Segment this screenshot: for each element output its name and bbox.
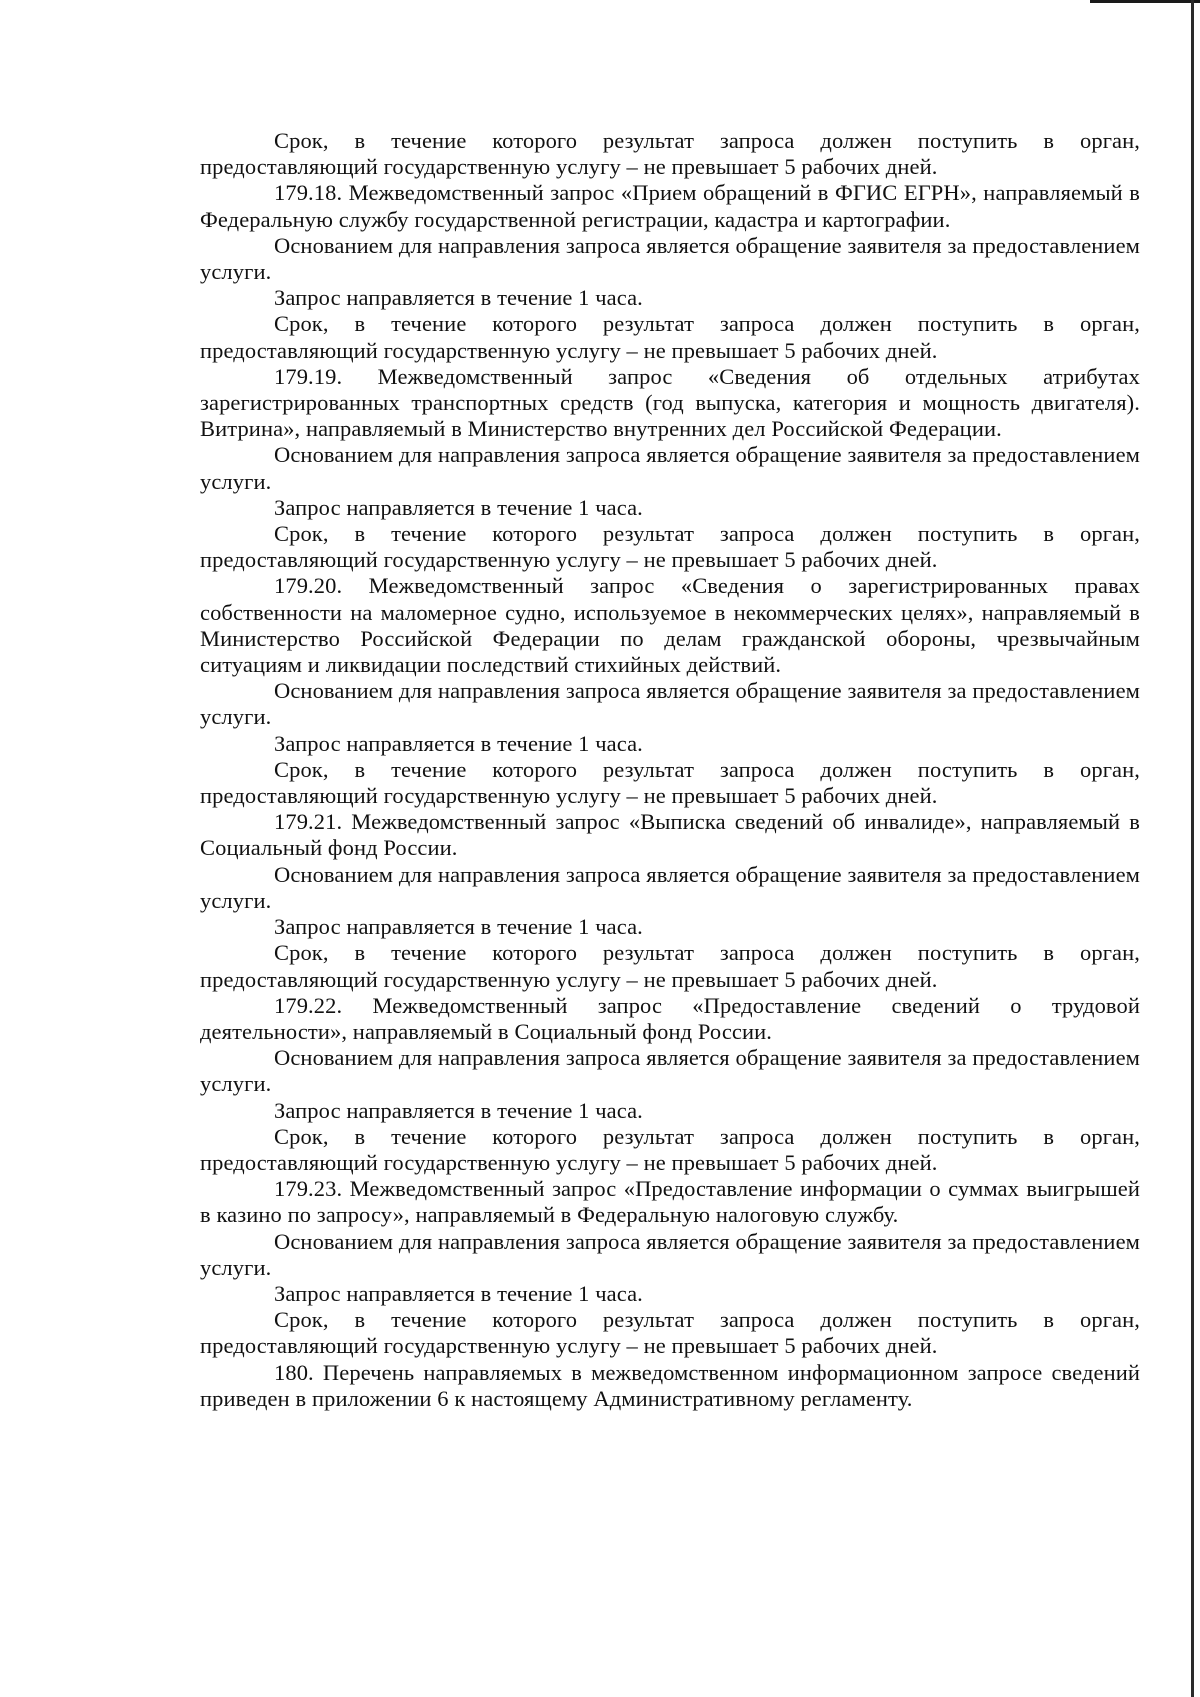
paragraph-send-time: Запрос направляется в течение 1 часа. bbox=[274, 285, 643, 311]
document-body bbox=[200, 128, 1140, 1412]
paragraph-send-time: Запрос направляется в течение 1 часа. bbox=[274, 730, 643, 756]
paragraph-send-time: Запрос направляется в течение 1 часа. bbox=[274, 1280, 643, 1306]
paragraph-179-22: 179.22. Межведомственный запрос «Предоставление сведений о трудовой деятельности», направляемый в Социальный фонд России. bbox=[200, 992, 1140, 1044]
paragraph-179-21: 179.21. Межведомственный запрос «Выписка сведений об инвалиде», направляемый в Социальный фонд России. bbox=[200, 809, 1140, 861]
paragraph-send-time: Запрос направляется в течение 1 часа. bbox=[274, 1097, 643, 1123]
paragraph-deadline: Срок, в течение которого результат запроса должен поступить в орган, предоставляющий государственную услугу – не превышает 5 рабочих дней. bbox=[200, 1123, 1140, 1175]
paragraph-basis: Основанием для направления запроса является обращение заявителя за предоставлением услуги. bbox=[200, 1045, 1140, 1097]
paragraph-deadline: Срок, в течение которого результат запроса должен поступить в орган, предоставляющий государственную услугу – не превышает 5 рабочих дней. bbox=[200, 521, 1140, 573]
paragraph-deadline: Срок, в течение которого результат запроса должен поступить в орган, предоставляющий государственную услугу – не превышает 5 рабочих дней. bbox=[200, 756, 1140, 809]
paragraph-179-19: 179.19. Межведомственный запрос «Сведения об отдельных атрибутах зарегистрированных транспортных средств (год выпуска, категория и мощность двигателя). Витрина», направляемый в Министерство внутренних дел Российской Федерации. bbox=[200, 363, 1140, 442]
paragraph-179-23: 179.23. Межведомственный запрос «Предоставление информации о суммах выигрышей в казино по запросу», направляемый в Федеральную налоговую службу. bbox=[200, 1176, 1140, 1228]
paragraph-180: 180. Перечень направляемых в межведомственном информационном запросе сведений приведен в приложении 6 к настоящему Административному регламенту. bbox=[200, 1359, 1140, 1411]
paragraph-basis: Основанием для направления запроса является обращение заявителя за предоставлением услуги. bbox=[200, 1228, 1140, 1280]
paragraph-basis: Основанием для направления запроса является обращение заявителя за предоставлением услуги. bbox=[200, 861, 1140, 913]
paragraph-send-time: Запрос направляется в течение 1 часа. bbox=[274, 914, 643, 940]
paragraph-deadline: Срок, в течение которого результат запроса должен поступить в орган, предоставляющий государственную услугу – не превышает 5 рабочих дней. bbox=[200, 128, 1140, 180]
paragraph-basis: Основанием для направления запроса является обращение заявителя за предоставлением услуги. bbox=[200, 232, 1140, 285]
scan-edge-right bbox=[1191, 0, 1194, 1697]
paragraph-179-20: 179.20. Межведомственный запрос «Сведения о зарегистрированных правах собственности на маломерное судно, используемое в некоммерческих целях», направляемый в Министерство Российской Федерации по делам гражданской обороны, чрезвычайным ситуациям и ликвидации последствий стихийных действий. bbox=[200, 573, 1140, 678]
paragraph-basis: Основанием для направления запроса является обращение заявителя за предоставлением услуги. bbox=[200, 442, 1140, 494]
paragraph-deadline: Срок, в течение которого результат запроса должен поступить в орган, предоставляющий государственную услугу – не превышает 5 рабочих дней. bbox=[200, 1307, 1140, 1359]
paragraph-179-18: 179.18. Межведомственный запрос «Прием обращений в ФГИС ЕГРН», направляемый в Федеральную службу государственной регистрации, кадастра и картографии. bbox=[200, 180, 1140, 232]
paragraph-deadline: Срок, в течение которого результат запроса должен поступить в орган, предоставляющий государственную услугу – не превышает 5 рабочих дней. bbox=[200, 940, 1140, 992]
paragraph-deadline: Срок, в течение которого результат запроса должен поступить в орган, предоставляющий государственную услугу – не превышает 5 рабочих дней. bbox=[200, 311, 1140, 363]
paragraph-basis: Основанием для направления запроса является обращение заявителя за предоставлением услуги. bbox=[200, 678, 1140, 730]
scan-edge-top bbox=[1090, 0, 1200, 3]
paragraph-send-time: Запрос направляется в течение 1 часа. bbox=[274, 494, 643, 520]
